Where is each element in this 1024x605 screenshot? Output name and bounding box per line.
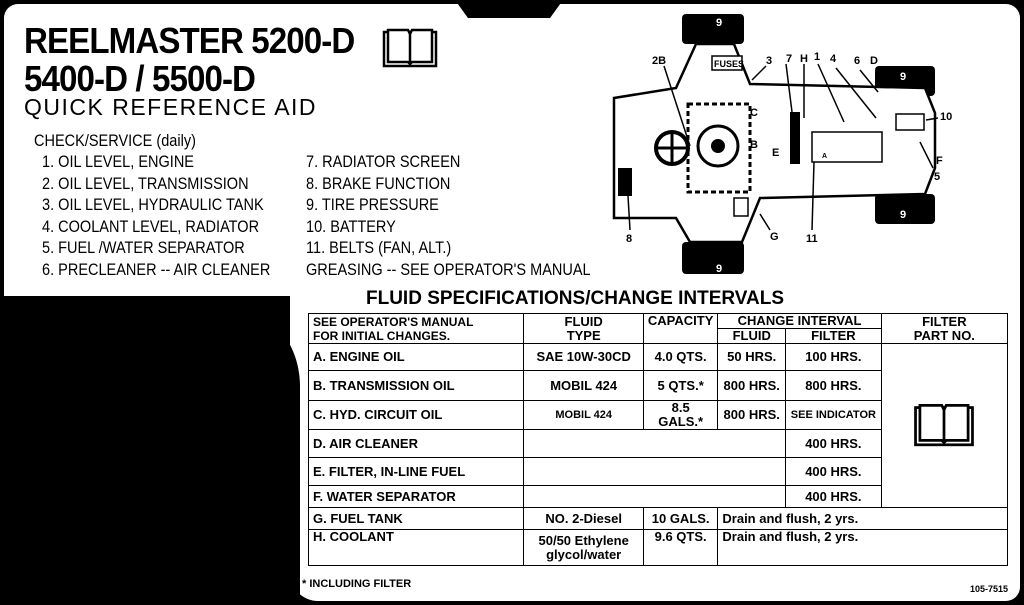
- callout-9: 9: [716, 17, 723, 29]
- checklist-item: 1. OIL LEVEL, ENGINE: [42, 153, 194, 171]
- front-tire-top: [682, 14, 744, 44]
- callout-10: 10: [940, 111, 953, 123]
- header-change-interval: CHANGE INTERVAL: [718, 314, 881, 329]
- checklist-item: 2. OIL LEVEL, TRANSMISSION: [42, 174, 249, 193]
- fuses-label: FUSES: [714, 59, 745, 69]
- callout-d: D: [870, 55, 878, 67]
- callout-a: A: [822, 153, 828, 160]
- row-filter-interval: 100 HRS.: [786, 344, 882, 371]
- row-item: B. TRANSMISSION OIL: [309, 371, 524, 401]
- row-type: [524, 530, 643, 566]
- row-type: MOBIL 424: [524, 371, 643, 401]
- machine-diagram: [600, 8, 980, 288]
- row-item: D. AIR CLEANER: [309, 430, 524, 458]
- row-interval: Drain and flush, 2 yrs.: [718, 530, 1008, 566]
- row-item: C. HYD. CIRCUIT OIL: [309, 401, 524, 430]
- row-filter-interval: 400 HRS.: [786, 486, 882, 508]
- row-fluid-interval: 50 HRS.: [718, 344, 786, 371]
- row-fluid-interval: 800 HRS.: [718, 401, 786, 430]
- row-type: SAE 10W-30CD: [524, 344, 643, 371]
- row-interval: Drain and flush, 2 yrs.: [718, 508, 1008, 530]
- row-empty: [524, 430, 786, 458]
- checklist-item: 11. BELTS (FAN, ALT.): [306, 239, 452, 257]
- checklist-item: 9. TIRE PRESSURE: [306, 196, 439, 214]
- callout-7: 7: [786, 53, 793, 65]
- row-type: MOBIL 424: [524, 401, 643, 430]
- checklist-item: 3. OIL LEVEL, HYDRAULIC TANK: [42, 196, 264, 214]
- row-item: G. FUEL TANK: [309, 508, 524, 530]
- table-row: [309, 530, 1008, 566]
- row-filter-interval: 800 HRS.: [786, 371, 882, 401]
- header-capacity: CAPACITY: [643, 314, 717, 344]
- checklist-item: 5. FUEL /WATER SEPARATOR: [42, 239, 245, 257]
- footnote: * INCLUDING FILTER: [302, 578, 412, 590]
- checklist-right-column: [306, 152, 591, 281]
- title-line1: REELMASTER 5200-D: [24, 20, 355, 61]
- decal-cutout: [0, 296, 300, 605]
- header-note-cell: [309, 314, 524, 344]
- row-item: H. COOLANT: [309, 530, 524, 566]
- checklist-heading: CHECK/SERVICE (daily): [34, 132, 196, 150]
- header-fluid-type: [524, 314, 643, 344]
- row-capacity: 5 QTS.*: [643, 371, 717, 401]
- brake-pedal-icon: [618, 168, 632, 196]
- checklist-item: 4. COOLANT LEVEL, RADIATOR: [42, 217, 260, 236]
- callout-g: G: [770, 231, 779, 243]
- header-filter: FILTER: [786, 329, 882, 344]
- row-capacity: 10 GALS.: [643, 508, 717, 530]
- callout-f: F: [936, 155, 943, 167]
- checklist-item: 10. BATTERY: [306, 217, 396, 236]
- manual-book-icon: [382, 26, 438, 68]
- header-fluid: FLUID: [718, 329, 786, 344]
- header-note-line1: SEE OPERATOR'S MANUAL: [313, 314, 474, 329]
- callout-9: 9: [716, 263, 723, 275]
- callout-9: 9: [900, 209, 907, 221]
- callout-b: B: [750, 139, 758, 151]
- header-note-line2: FOR INITIAL CHANGES.: [313, 328, 451, 343]
- fuel-tank-icon: [734, 198, 748, 216]
- callout-6: 6: [854, 55, 861, 67]
- decal-notch: [455, 0, 563, 18]
- checklist-item: 8. BRAKE FUNCTION: [306, 174, 451, 193]
- table-header-row: [309, 314, 1008, 329]
- checklist-item: GREASING -- SEE OPERATOR'S MANUAL: [306, 260, 591, 279]
- callout-5: 5: [934, 171, 941, 183]
- table-row: [309, 344, 1008, 371]
- checklist-item: 6. PRECLEANER -- AIR CLEANER: [42, 260, 271, 279]
- header-fluid-type-line1: FLUID: [564, 313, 603, 329]
- row-capacity: 9.6 QTS.: [643, 530, 717, 566]
- row-filter-interval: 400 HRS.: [786, 430, 882, 458]
- row-type-line1: 50/50 Ethylene: [538, 532, 629, 548]
- callout-1: 1: [814, 51, 821, 63]
- callout-11: 11: [806, 233, 818, 245]
- fluid-spec-table: [308, 313, 1008, 566]
- manual-book-icon: [910, 401, 978, 447]
- row-filter-interval: SEE INDICATOR: [786, 401, 882, 430]
- title-line2: 5400-D / 5500-D: [24, 58, 256, 99]
- header-filter-part-line1: FILTER: [922, 313, 967, 329]
- row-type: NO. 2-Diesel: [524, 508, 643, 530]
- callout-h: H: [800, 53, 808, 65]
- row-item: F. WATER SEPARATOR: [309, 486, 524, 508]
- callout-3: 3: [766, 55, 773, 67]
- decal-part-number: 105-7515: [970, 584, 1009, 594]
- row-fluid-interval: 800 HRS.: [718, 371, 786, 401]
- checklist-left-column: [42, 152, 270, 281]
- front-tire-bottom: [682, 242, 744, 274]
- callout-2b: 2B: [652, 55, 667, 67]
- callout-9: 9: [900, 71, 907, 83]
- callout-c: C: [750, 107, 758, 119]
- row-item: A. ENGINE OIL: [309, 344, 524, 371]
- filter-part-cell: [881, 344, 1007, 508]
- header-filter-part: [881, 314, 1007, 344]
- row-item: E. FILTER, IN-LINE FUEL: [309, 458, 524, 486]
- row-capacity: 8.5 GALS.*: [643, 401, 717, 430]
- callout-e: E: [772, 147, 780, 159]
- battery-icon: [896, 114, 924, 130]
- radiator-icon: [790, 112, 800, 164]
- row-filter-interval: 400 HRS.: [786, 458, 882, 486]
- header-fluid-type-line2: TYPE: [566, 327, 601, 343]
- row-empty: [524, 486, 786, 508]
- table-row: [309, 508, 1008, 530]
- row-empty: [524, 458, 786, 486]
- checklist-item: 7. RADIATOR SCREEN: [306, 153, 461, 171]
- row-type-line2: glycol/water: [546, 546, 622, 562]
- fluid-table-title: FLUID SPECIFICATIONS/CHANGE INTERVALS: [366, 288, 785, 309]
- callout-4: 4: [830, 53, 837, 65]
- callout-8: 8: [626, 233, 633, 245]
- engine-gear-hub: [711, 139, 725, 153]
- subtitle: QUICK REFERENCE AID: [24, 94, 318, 120]
- row-capacity: 4.0 QTS.: [643, 344, 717, 371]
- header-filter-part-line2: PART NO.: [913, 327, 975, 343]
